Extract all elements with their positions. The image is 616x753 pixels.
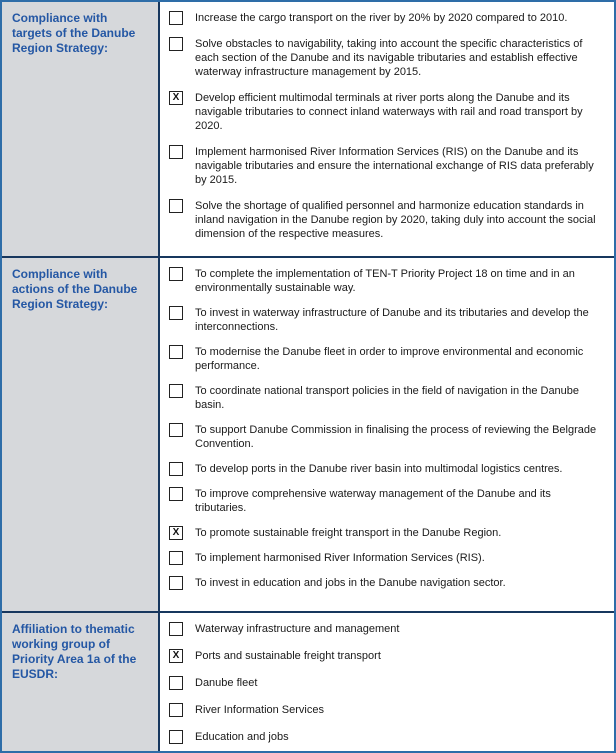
checklist-item-label: To improve comprehensive waterway management of the Danube and its tributaries. <box>195 488 551 514</box>
checklist-item <box>169 703 604 717</box>
checklist-item <box>169 384 604 412</box>
row-items <box>160 258 614 611</box>
checkbox-unchecked[interactable] <box>169 145 183 159</box>
checklist-item-label: Danube fleet <box>195 677 258 689</box>
checklist-item-label: River Information Services <box>195 704 324 716</box>
form-row-1 <box>2 258 614 613</box>
checklist-item <box>169 676 604 690</box>
checklist-item <box>169 91 604 133</box>
form-row-0 <box>2 2 614 258</box>
checkbox-unchecked[interactable] <box>169 703 183 717</box>
checklist-item-label: Ports and sustainable freight transport <box>195 650 381 662</box>
checklist-item-label: To modernise the Danube fleet in order to improve environmental and economic performance. <box>195 346 584 372</box>
checklist-item-label: Education and jobs <box>195 731 289 743</box>
row-header: Compliance with targets of the Danube Region Strategy: <box>2 2 160 256</box>
checkbox-unchecked[interactable] <box>169 676 183 690</box>
checklist-item-label: Implement harmonised River Information Services (RIS) on the Danube and its navigable tributaries and ensure the international exchange of RIS data preferably by 2015. <box>195 146 594 186</box>
checklist-item <box>169 37 604 79</box>
checklist-item-label: To invest in waterway infrastructure of Danube and its tributaries and develop the interconnections. <box>195 307 589 333</box>
checklist-item <box>169 11 604 25</box>
checklist-item-label: Solve obstacles to navigability, taking into account the specific characteristics of each section of the Danube and its navigable tributaries and establish effective waterway infrastructure management by 2015. <box>195 38 583 78</box>
checklist-item <box>169 730 604 744</box>
checklist-item <box>169 649 604 663</box>
checkbox-unchecked[interactable] <box>169 462 183 476</box>
checklist-item-label: Solve the shortage of qualified personnel and harmonize education standards in inland navigation in the Danube region by 2020, taking duly into account the social dimension of the respective measures. <box>195 200 596 240</box>
checklist-item-label: To implement harmonised River Information Services (RIS). <box>195 552 485 564</box>
checkbox-unchecked[interactable] <box>169 199 183 213</box>
checklist-item <box>169 306 604 334</box>
checklist-item <box>169 423 604 451</box>
checkbox-unchecked[interactable] <box>169 11 183 25</box>
checkbox-checked[interactable]: X <box>169 526 183 540</box>
checklist-item <box>169 145 604 187</box>
checkbox-unchecked[interactable] <box>169 306 183 320</box>
checklist-item-label: Increase the cargo transport on the river by 20% by 2020 compared to 2010. <box>195 12 568 24</box>
checklist-item-label: To develop ports in the Danube river basin into multimodal logistics centres. <box>195 463 563 475</box>
checklist-item-label: To complete the implementation of TEN-T Priority Project 18 on time and in an environmentally sustainable way. <box>195 268 575 294</box>
checkbox-unchecked[interactable] <box>169 345 183 359</box>
checklist-item <box>169 576 604 590</box>
checklist-item <box>169 622 604 636</box>
checkbox-unchecked[interactable] <box>169 487 183 501</box>
form-row-2 <box>2 613 614 751</box>
row-items <box>160 613 614 751</box>
checklist-item-label: Waterway infrastructure and management <box>195 623 400 635</box>
checklist-item <box>169 526 604 540</box>
checkbox-unchecked[interactable] <box>169 384 183 398</box>
checkbox-unchecked[interactable] <box>169 37 183 51</box>
checklist-item <box>169 267 604 295</box>
checkbox-unchecked[interactable] <box>169 730 183 744</box>
row-items <box>160 2 614 256</box>
checklist-item-label: Develop efficient multimodal terminals at river ports along the Danube and its navigable tributaries to connect inland waterways with rail and road transport by 2020. <box>195 92 583 132</box>
checkbox-unchecked[interactable] <box>169 267 183 281</box>
checkbox-unchecked[interactable] <box>169 622 183 636</box>
checklist-item <box>169 345 604 373</box>
checklist-item-label: To coordinate national transport policies in the field of navigation in the Danube basin. <box>195 385 580 411</box>
checkbox-checked[interactable]: X <box>169 91 183 105</box>
checklist-item <box>169 462 604 476</box>
checklist-item <box>169 551 604 565</box>
checklist-item-label: To invest in education and jobs in the Danube navigation sector. <box>195 577 506 589</box>
checklist-item <box>169 199 604 241</box>
checkbox-checked[interactable]: X <box>169 649 183 663</box>
row-header: Affiliation to thematic working group of Priority Area 1a of the EUSDR: <box>2 613 160 751</box>
checkbox-unchecked[interactable] <box>169 576 183 590</box>
checklist-item-label: To support Danube Commission in finalising the process of reviewing the Belgrade Convention. <box>195 424 597 450</box>
checklist-item <box>169 487 604 515</box>
checklist-item-label: To promote sustainable freight transport in the Danube Region. <box>195 527 502 539</box>
checkbox-unchecked[interactable] <box>169 423 183 437</box>
row-header: Compliance with actions of the Danube Region Strategy: <box>2 258 160 611</box>
checkbox-unchecked[interactable] <box>169 551 183 565</box>
